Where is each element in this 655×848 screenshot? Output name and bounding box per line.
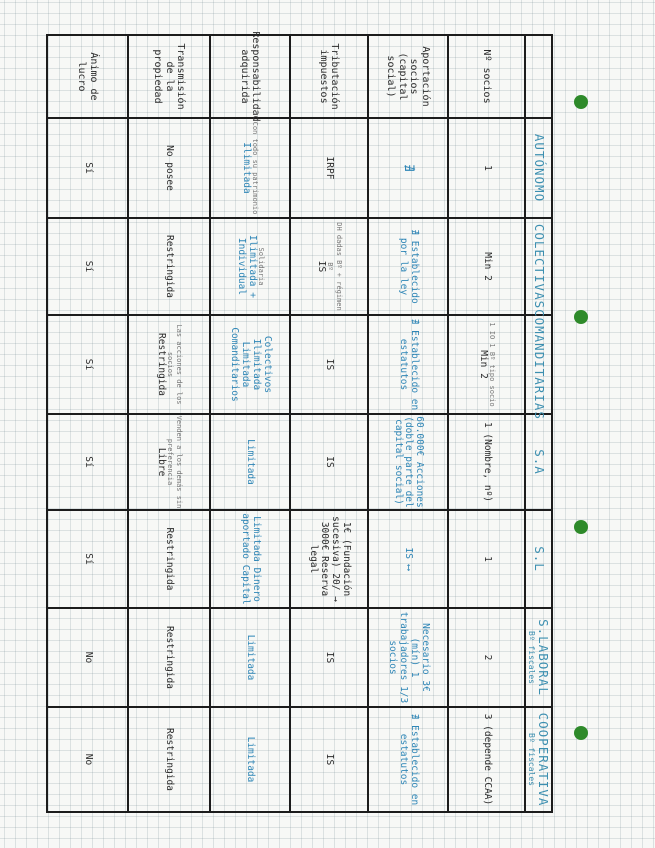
table-cell: [448, 315, 525, 414]
table-cell: [47, 315, 128, 414]
table-cell: [448, 707, 525, 812]
column-header: [525, 218, 552, 315]
table-cell: [368, 414, 448, 510]
table-cell: [128, 218, 210, 315]
table-cell: [47, 510, 128, 608]
column-header: [525, 510, 552, 608]
cell-value: ∄: [401, 164, 417, 172]
table-cell: [128, 414, 210, 510]
cell-value: Ilimitada + Individual: [235, 235, 258, 298]
cell-value: Restringida: [164, 626, 176, 689]
cell-value: Restringida: [156, 333, 168, 396]
cell-value: 2: [481, 654, 493, 661]
cell-value: Restringida: [164, 527, 176, 591]
column-header-note: Bº fiscales: [526, 631, 536, 684]
table-cell: [128, 707, 210, 812]
cell-value: 1€ (Fundación sucesiva) 20/ → 3000€ Reserva legal: [308, 516, 352, 602]
cell-note: Solidaria: [256, 247, 265, 286]
cell-note: 1 IO 1 Bº tipo socio: [487, 322, 496, 407]
cell-value: 1 (Nombre, nº): [481, 421, 493, 503]
cell-value: Restringida: [164, 728, 176, 791]
cell-value: IS: [324, 456, 336, 468]
table-cell: [47, 707, 128, 812]
table-cell: [290, 707, 368, 812]
cell-value: No: [82, 651, 94, 664]
table-cell: [210, 608, 290, 707]
table-cell: [290, 608, 368, 707]
cell-value: 60.000€ Acciones (doble parte del capital social): [392, 416, 426, 508]
cell-value: Colectivos Ilimitada Limitada Comanditarios: [229, 327, 273, 402]
table-cell: [128, 118, 210, 218]
cell-value: 1: [481, 165, 493, 171]
cell-value: Sí: [82, 553, 94, 565]
column-header-label: AUTÓNOMO: [531, 133, 547, 203]
cell-value: Limitada Dinero aportado Capital: [240, 513, 262, 605]
table-cell: [47, 414, 128, 510]
table-cell: [128, 510, 210, 608]
column-header: [525, 608, 552, 707]
row-label: Responsabilidad adquirida: [239, 31, 262, 122]
table-cell: [210, 118, 290, 218]
table-cell: [448, 414, 525, 510]
cell-value: Libre: [156, 447, 168, 477]
row-label: Aportación socios (capital social): [385, 46, 431, 107]
cell-value: ∄ Establecido en estatutos: [398, 318, 420, 411]
cell-value: Min 2: [481, 252, 493, 281]
column-header: [525, 309, 552, 420]
row-label: Tributación impuestos: [318, 43, 341, 110]
table-cell: [448, 118, 525, 218]
cell-value: Ilimitada: [241, 142, 253, 194]
table-cell: [368, 707, 448, 812]
cell-value: No: [82, 753, 94, 766]
column-header-label: COOPERATIVA: [536, 712, 552, 807]
cell-note: Con todo su patrimonio: [251, 121, 260, 215]
table-cell: [128, 315, 210, 414]
cell-value: Restringida: [164, 235, 176, 298]
column-header: [525, 707, 552, 812]
cell-note: Las acciones de los socios: [166, 324, 183, 405]
cell-value: 1: [481, 556, 493, 562]
cell-value: IS: [316, 260, 328, 273]
cell-note: Venden a los demás sin preferencia: [166, 415, 183, 509]
table-cell: [210, 510, 290, 608]
cell-value: Limitada: [245, 634, 257, 681]
table-cell: [448, 608, 525, 707]
table-cell: [290, 315, 368, 414]
table-cell: [290, 218, 368, 315]
cell-value: Limitada: [245, 439, 257, 485]
cell-value: 3 (depende CCAA): [481, 713, 493, 806]
column-header: [525, 414, 552, 510]
column-header: [525, 118, 552, 218]
table-cell: [368, 608, 448, 707]
column-header-note: Bº fiscales: [526, 733, 536, 786]
cell-note: DH dadas Bº + régimen Bº: [326, 222, 343, 311]
column-header-label: S.LABORAL: [536, 619, 552, 696]
table-cell: [290, 510, 368, 608]
cell-value: IS: [324, 651, 336, 664]
table-cell: [128, 608, 210, 707]
table-cell: [368, 218, 448, 315]
cell-value: Min 2: [477, 350, 489, 379]
table-cell: [210, 414, 290, 510]
table-cell: [210, 315, 290, 414]
row-label: Transmisión de la propiedad: [152, 43, 187, 110]
row-label: Nº socios: [481, 49, 493, 104]
table-cell: [210, 218, 290, 315]
cell-value: No posee: [164, 145, 176, 191]
cell-value: Limitada: [245, 736, 257, 783]
cell-value: IS ⟷: [403, 547, 415, 571]
cell-value: Sí: [82, 162, 94, 174]
table-cell: [448, 218, 525, 315]
row-label: Ánimo de lucro: [76, 52, 99, 101]
column-header-label: S.A: [531, 449, 547, 475]
cell-value: Sí: [82, 358, 94, 371]
column-header-label: COMANDITARIAS: [531, 309, 547, 420]
table-cell: [47, 118, 128, 218]
cell-value: IS: [324, 358, 336, 371]
table-cell: [448, 510, 525, 608]
table-cell: [368, 315, 448, 414]
column-header-label: COLECTIVAS: [531, 223, 547, 310]
cell-value: ∄ Establecido en estatutos: [398, 713, 420, 806]
table-cell: [210, 707, 290, 812]
table-cell: [47, 218, 128, 315]
table-cell: [368, 510, 448, 608]
cell-value: ∄ Establecido por la ley: [398, 229, 420, 304]
cell-value: Sí: [82, 260, 94, 273]
table-cell: [290, 118, 368, 218]
cell-value: IS: [324, 753, 336, 766]
table-cell: [47, 608, 128, 707]
table-cell: [290, 414, 368, 510]
table-cell: [368, 118, 448, 218]
column-header-label: S.L: [531, 546, 547, 572]
cell-value: Necesario 3€ (mín) 1 trabajadores 1/3 socios: [387, 611, 431, 704]
cell-value: IRPF: [324, 156, 336, 180]
cell-value: Sí: [82, 456, 94, 468]
